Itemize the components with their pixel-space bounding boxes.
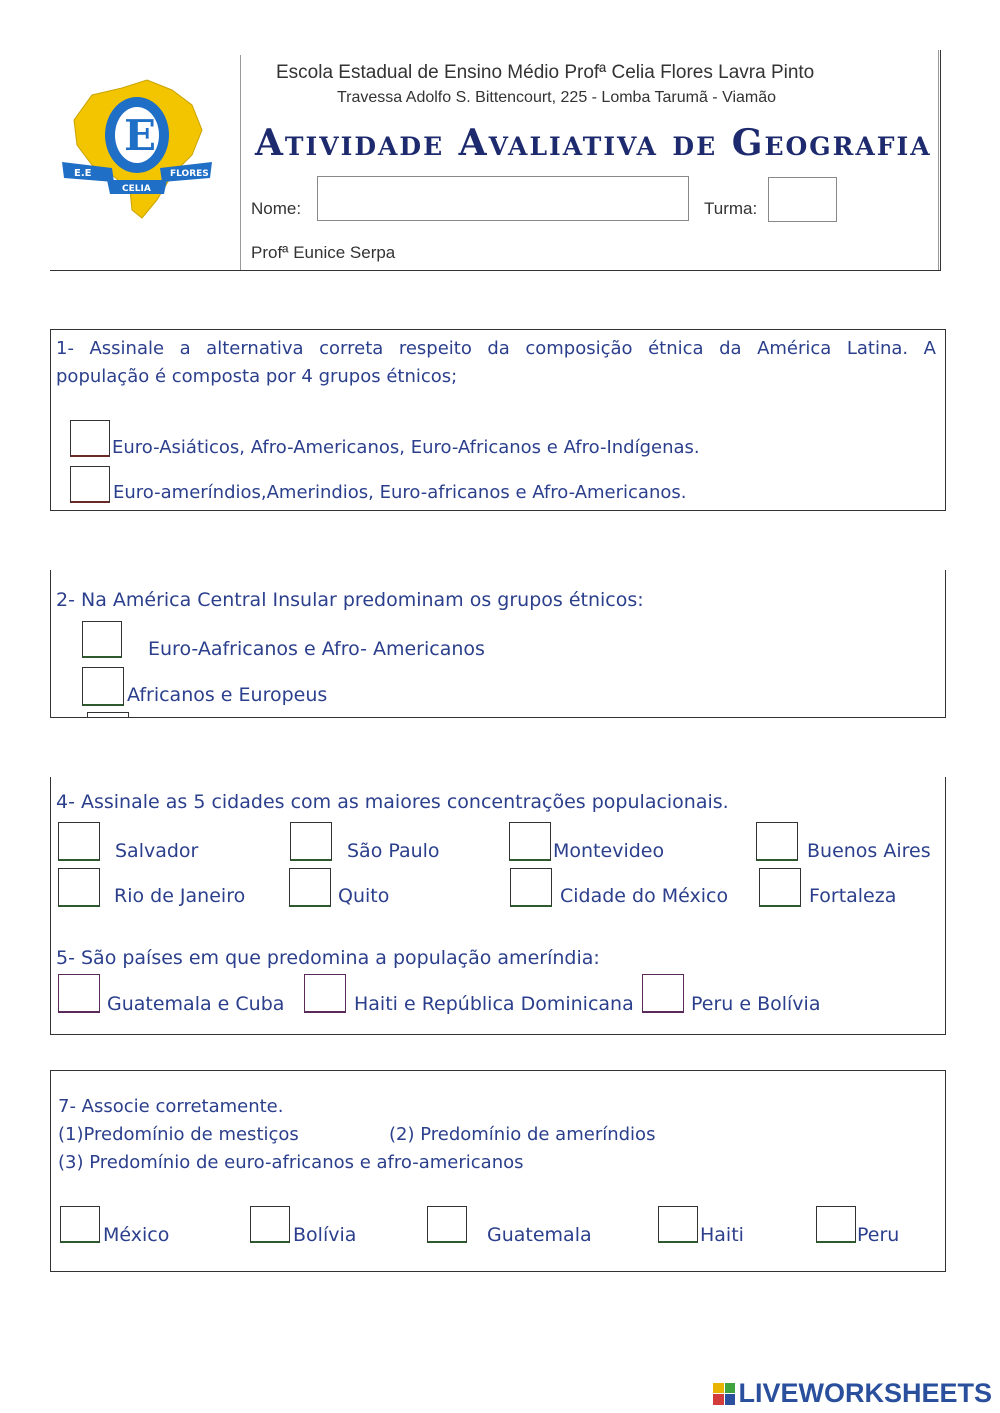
question-4-text: 4- Assinale as 5 cidades com as maiores concentrações populacionais. <box>56 791 729 813</box>
header-divider <box>240 55 241 270</box>
header-right-border <box>938 50 939 270</box>
question-1-line1: 1- Assinale a alternativa correta respeito da composição étnica da América Latina. A <box>56 338 936 359</box>
q2-cut-checkbox <box>87 712 129 718</box>
q2-option-1-label: Euro-Aafricanos e Afro- Americanos <box>148 638 485 660</box>
q5-option-1-label: Guatemala e Cuba <box>107 993 285 1015</box>
q2-option-2-label: Africanos e Europeus <box>127 684 328 706</box>
q4-fortaleza-checkbox[interactable] <box>759 868 801 907</box>
liveworksheets-brand <box>713 1378 992 1409</box>
q7-bolivia-input[interactable] <box>250 1206 290 1243</box>
teacher-name: Profª Eunice Serpa <box>251 243 396 262</box>
q7-haiti-label: Haiti <box>700 1224 744 1246</box>
name-label: Nome: <box>251 199 302 218</box>
q4-quito-label: Quito <box>338 885 390 907</box>
q5-option-1-checkbox[interactable] <box>58 974 100 1013</box>
logo-text-left: E.E <box>74 168 92 179</box>
q4-buenos-aires-label: Buenos Aires <box>807 840 931 862</box>
q5-option-3-label: Peru e Bolívia <box>691 993 821 1015</box>
q4-buenos-aires-checkbox[interactable] <box>756 822 798 861</box>
q4-sao-paulo-checkbox[interactable] <box>290 822 332 861</box>
q4-sao-paulo-label: São Paulo <box>347 840 440 862</box>
q7-key-1: (1)Predomínio de mestiços <box>58 1124 299 1145</box>
q1-option-1-checkbox[interactable] <box>70 420 110 457</box>
q7-mexico-label: México <box>103 1224 170 1246</box>
q4-rio-checkbox[interactable] <box>58 868 100 907</box>
q4-montevideo-checkbox[interactable] <box>509 822 551 861</box>
q5-option-2-label: Haiti e República Dominicana <box>354 993 634 1015</box>
q5-option-2-checkbox[interactable] <box>304 974 346 1013</box>
q2-option-1-checkbox[interactable] <box>82 621 122 658</box>
q7-peru-label: Peru <box>857 1224 900 1246</box>
q4-rio-label: Rio de Janeiro <box>114 885 246 907</box>
q5-option-3-checkbox[interactable] <box>642 974 684 1013</box>
q7-mexico-input[interactable] <box>60 1206 100 1243</box>
q7-key-2: (2) Predomínio de ameríndios <box>389 1124 656 1145</box>
q7-key-3: (3) Predomínio de euro-africanos e afro-americanos <box>58 1152 524 1173</box>
worksheet-title: Atividade Avaliativa de Geografia <box>255 122 932 164</box>
q7-haiti-input[interactable] <box>658 1206 698 1243</box>
school-logo <box>52 70 232 230</box>
q4-salvador-label: Salvador <box>115 840 199 862</box>
brand-text: LIVEWORKSHEETS <box>738 1378 992 1408</box>
q7-guatemala-input[interactable] <box>427 1206 467 1243</box>
school-address: Travessa Adolfo S. Bittencourt, 225 - Lomba Tarumã - Viamão <box>337 89 777 106</box>
q4-fortaleza-label: Fortaleza <box>809 885 897 907</box>
q4-mexico-city-checkbox[interactable] <box>510 868 552 907</box>
q4-salvador-checkbox[interactable] <box>58 822 100 861</box>
q4-montevideo-label: Montevideo <box>553 840 665 862</box>
logo-text-bottom: CELIA <box>122 184 151 194</box>
logo-text-right: FLORES <box>170 169 209 179</box>
question-5-text: 5- São países em que predomina a população ameríndia: <box>56 947 600 969</box>
q1-option-1-label: Euro-Asiáticos, Afro-Americanos, Euro-Africanos e Afro-Indígenas. <box>112 437 700 458</box>
question-7-text: 7- Associe corretamente. <box>58 1096 284 1117</box>
q2-option-2-checkbox[interactable] <box>82 667 124 706</box>
question-2-text: 2- Na América Central Insular predominam os grupos étnicos: <box>56 589 644 611</box>
name-input[interactable] <box>317 176 689 221</box>
class-input[interactable] <box>768 177 837 222</box>
class-label: Turma: <box>704 199 758 218</box>
q4-mexico-city-label: Cidade do México <box>560 885 729 907</box>
q7-guatemala-label: Guatemala <box>487 1224 592 1246</box>
svg-text:E: E <box>124 111 157 160</box>
brand-badge <box>713 1383 735 1405</box>
q4-quito-checkbox[interactable] <box>289 868 331 907</box>
q7-bolivia-label: Bolívia <box>293 1224 357 1246</box>
q7-peru-input[interactable] <box>816 1206 856 1243</box>
q1-option-2-label: Euro-ameríndios,Amerindios, Euro-africanos e Afro-Americanos. <box>113 482 687 503</box>
q1-option-2-checkbox[interactable] <box>70 466 110 503</box>
school-name: Escola Estadual de Ensino Médio Profª Celia Flores Lavra Pinto <box>276 62 815 83</box>
question-1-line2: população é composta por 4 grupos étnicos; <box>56 366 458 387</box>
